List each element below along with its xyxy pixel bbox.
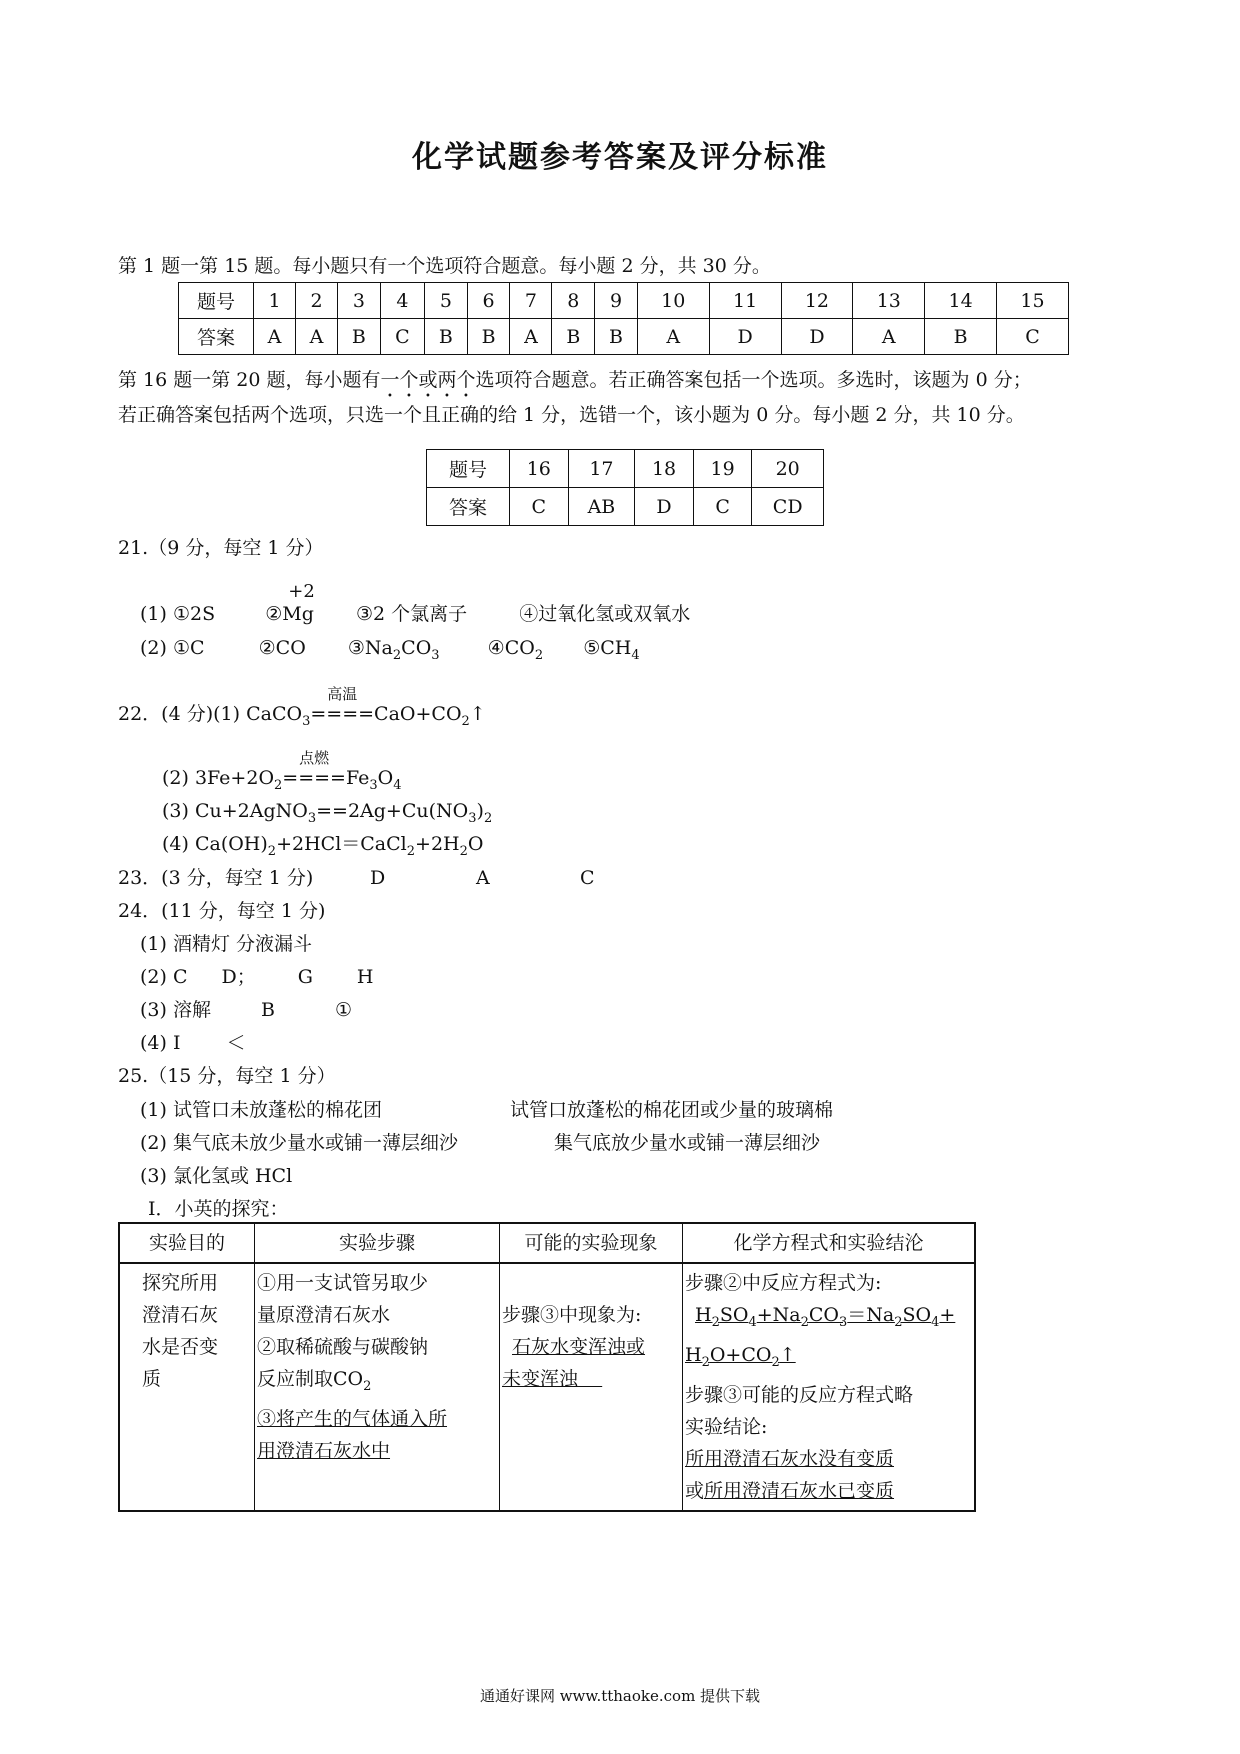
q21-header: 21.（9 分，每空 1 分）	[118, 537, 324, 559]
question-number-cell: 3	[338, 283, 381, 319]
question-number-cell: 6	[467, 283, 510, 319]
part2-intro-line2: 若正确答案包括两个选项，只选一个且正确的给 1 分，选错一个，该小题为 0 分。每小题 2 分，共 10 分。	[118, 404, 1025, 426]
answer-cell: B	[338, 319, 381, 355]
question-number-cell: 18	[635, 450, 694, 488]
table-header: 化学方程式和实验结沦	[683, 1223, 976, 1263]
table-row-label: 题号	[427, 450, 510, 488]
q25-header: 25.（15 分，每空 1 分）	[118, 1065, 336, 1087]
page-title: 化学试题参考答案及评分标准	[412, 140, 828, 175]
conclusion-cell: 步骤②中反应方程式为: $H_2SO_4+Na_2CO_3=Na_2SO_4+$ $H_2O+CO_2↑$ 步骤③可能的反应方程式略 实验结论: 所用澄清石灰水没有变质 或所用澄清石灰水已变质	[683, 1263, 976, 1511]
answer-cell: D	[635, 488, 694, 526]
reaction-condition: 高温	[327, 685, 358, 703]
emphasis-text: 一个或两个	[380, 369, 476, 391]
charge-label: +2	[288, 581, 315, 602]
q25-line2-b: 集气底放少量水或铺一薄层细沙	[554, 1132, 821, 1154]
answer-cell: A	[510, 319, 552, 355]
question-number-cell: 19	[693, 450, 752, 488]
footer-credit: 通通好课网 www.tthaoke.com 提供下载	[479, 1687, 761, 1705]
experiment-table	[118, 1222, 976, 1512]
question-number-cell: 7	[510, 283, 552, 319]
q23-answer-2: A	[476, 867, 490, 889]
question-number-cell: 8	[552, 283, 595, 319]
part1-intro: 第 1 题一第 15 题。每小题只有一个选项符合题意。每小题 2 分，共 30 分。	[118, 255, 771, 277]
q24-line4: (4) I ＜	[140, 1032, 246, 1054]
reaction-condition: 点燃	[299, 749, 330, 767]
q25-subtitle: Ⅰ．小英的探究：	[148, 1198, 289, 1220]
table-header: 实验步骤	[255, 1223, 500, 1263]
q25-line3: (3) 氯化氢或 HCl	[140, 1165, 293, 1187]
q22-line2: (2) $3Fe+2O_2$ 点燃 $====Fe_3O_4$	[162, 766, 402, 798]
question-number-cell: 17	[568, 450, 635, 488]
answer-cell: A	[254, 319, 296, 355]
question-number-cell: 14	[925, 283, 997, 319]
answer-cell: C	[380, 319, 424, 355]
q21-line2: (2) ①C ②CO $③Na_2CO_3$ $④CO_2$ $⑤CH_4$	[140, 637, 640, 663]
q23-answer-3: C	[580, 867, 595, 889]
answer-cell: B	[425, 319, 468, 355]
q24-line1: (1) 酒精灯 分液漏斗	[140, 933, 312, 955]
answer-cell: C	[997, 319, 1069, 355]
question-number-cell: 1	[254, 283, 296, 319]
q25-line1-b: 试管口放蓬松的棉花团或少量的玻璃棉	[510, 1099, 834, 1121]
q24-line2: (2) C D； G H	[140, 966, 374, 988]
q23-header: 23．(3 分，每空 1 分)	[118, 867, 314, 889]
table-row-label: 答案	[427, 488, 510, 526]
answer-cell: CD	[752, 488, 824, 526]
table-row-label: 答案	[179, 319, 254, 355]
q21-line1: (1) ①2S ② +2 Mg ③2 个氯离子 ④过氧化氢或双氧水	[140, 581, 691, 625]
answer-cell: A	[296, 319, 338, 355]
question-number-cell: 2	[296, 283, 338, 319]
purpose-cell: 探究所用 澄清石灰 水是否变 质	[119, 1263, 255, 1511]
question-number-cell: 9	[595, 283, 638, 319]
table-row-label: 题号	[179, 283, 254, 319]
q25-line1-a: (1) 试管口未放蓬松的棉花团	[140, 1099, 382, 1121]
answer-table-1	[178, 282, 1069, 355]
question-number-cell: 13	[853, 283, 925, 319]
answer-cell: D	[709, 319, 781, 355]
question-number-cell: 15	[997, 283, 1069, 319]
part2-intro-line1: 第 16 题一第 20 题，每小题有一个或两个选项符合题意。若正确答案包括一个选项。多选时，该题为 0 分；	[118, 369, 1032, 391]
answer-table-2	[426, 449, 824, 526]
question-number-cell: 4	[380, 283, 424, 319]
table-header: 可能的实验现象	[500, 1223, 683, 1263]
q24-header: 24．(11 分，每空 1 分)	[118, 900, 326, 922]
question-number-cell: 12	[781, 283, 853, 319]
question-number-cell: 10	[637, 283, 709, 319]
q22-line4: (4) $Ca(OH)_2+2HCl=CaCl_2+2H_2O$	[162, 833, 484, 859]
question-number-cell: 5	[425, 283, 468, 319]
phenomenon-cell: 步骤③中现象为: 石灰水变浑浊或 未变浑浊	[500, 1263, 683, 1511]
answer-cell: A	[637, 319, 709, 355]
question-number-cell: 20	[752, 450, 824, 488]
q25-line2-a: (2) 集气底未放少量水或铺一薄层细沙	[140, 1132, 458, 1154]
answer-cell: D	[781, 319, 853, 355]
steps-cell: ①用一支试管另取少 量原澄清石灰水 ②取稀硫酸与碳酸钠 反应制取$CO_2$ ③将产生的气体通入所 用澄清石灰水中	[255, 1263, 500, 1511]
q22-line1: 22．(4 分)(1) CaCO$_3$ 高温 $====CaO+CO_2↑$	[118, 702, 486, 734]
q23-answer-1: D	[370, 867, 386, 889]
answer-cell: A	[853, 319, 925, 355]
answer-cell: B	[595, 319, 638, 355]
answer-cell: B	[467, 319, 510, 355]
answer-cell: B	[552, 319, 595, 355]
question-number-cell: 11	[709, 283, 781, 319]
answer-cell: AB	[568, 488, 635, 526]
q24-line3: (3) 溶解 B ①	[140, 999, 352, 1021]
table-header: 实验目的	[119, 1223, 255, 1263]
answer-cell: C	[510, 488, 569, 526]
question-number-cell: 16	[510, 450, 569, 488]
answer-cell: B	[925, 319, 997, 355]
q22-line3: (3) $Cu+2AgNO_3==2Ag+Cu(NO_3)_2$	[162, 800, 493, 826]
answer-cell: C	[693, 488, 752, 526]
